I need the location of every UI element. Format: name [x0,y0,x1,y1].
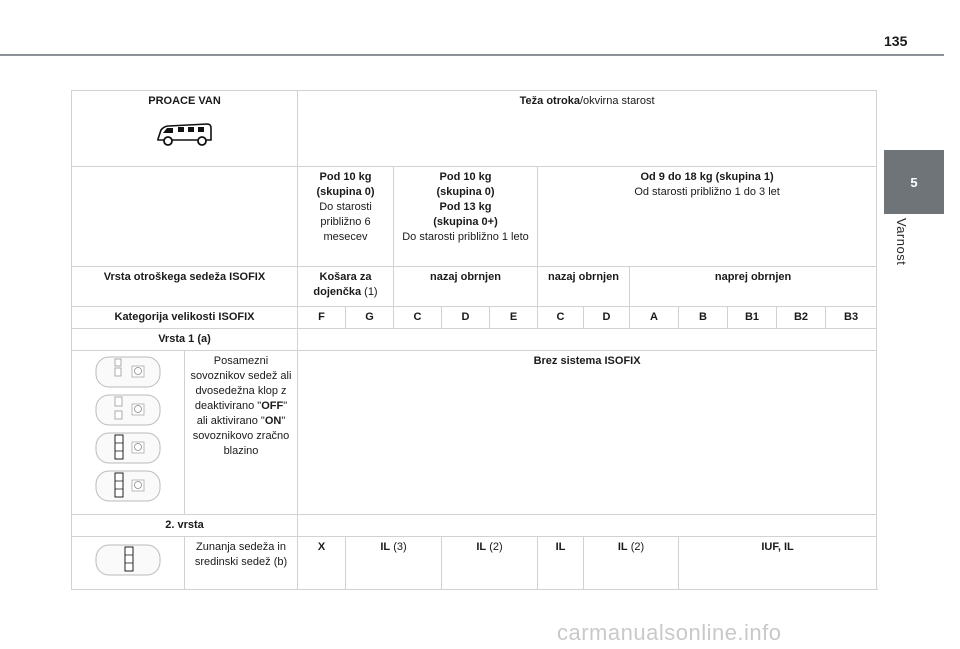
size-class-cell: D [442,307,490,329]
size-class-cell: B [679,307,728,329]
front-seat-isofix-alt-icon [95,470,161,502]
row1-desc-3: " sovoznikovo zračno blazino [192,415,290,457]
row1-desc-1: Posamezni sovoznikov sedež ali dvosedežna klop z deaktivirano " [190,355,292,412]
group-0plus-line4: (skupina 0+) [433,216,498,228]
row1-desc-2: " ali aktivirano " [196,400,288,427]
size-class-cell: B1 [728,307,777,329]
forward-facing: naprej obrnjen [630,267,877,307]
group-0plus-line1: Pod 10 kg [439,171,492,183]
chapter-title: Varnost [894,218,909,266]
groups-row [72,167,877,267]
seat-type-row [72,267,877,307]
row1-off-label: OFF [261,400,284,412]
row2-value-x: X [298,537,346,590]
watermark: carmanualsonline.info [557,620,782,645]
group-0plus-desc: Do starosti približno 1 leto [402,231,529,243]
row2-note-3: (3) [390,541,407,553]
row2-label-empty [298,515,877,537]
row2-note-2a: (2) [486,541,503,553]
front-seat-single-icon [95,356,161,388]
page-number: 135 [884,33,908,49]
carrycot-note: (1) [361,286,378,298]
size-class-row [72,307,877,329]
row2-value-il2b-cell [584,537,679,590]
group-0plus-cell [394,167,538,267]
carrycot-cell [298,267,394,307]
weight-header-rest: /okvirna starost [579,95,655,107]
weight-header-bold: Teža otroka [519,95,580,107]
row2-label-row [72,515,877,537]
row2-value-il2a: IL [476,541,487,553]
size-class-label: Kategorija velikosti ISOFIX [72,307,298,329]
group-0plus-line3: Pod 13 kg [439,201,492,213]
row1-on-label: ON [264,415,282,427]
size-class-cell: C [538,307,584,329]
size-class-cell: F [298,307,346,329]
row2-value-il2a-cell [442,537,538,590]
row1-label-row [72,329,877,351]
row2-value-il3: IL [380,541,391,553]
header-row [72,91,877,167]
row1-content-row [72,351,877,515]
group-0-line1: Pod 10 kg [319,171,372,183]
row1-desc-cell [185,351,298,515]
rear-facing-1: nazaj obrnjen [394,267,538,307]
row2-diagram-cell [72,537,185,590]
size-class-cell: A [630,307,679,329]
chapter-number: 5 [910,174,918,190]
size-class-cell: C [394,307,442,329]
size-class-cell: B3 [826,307,877,329]
second-row-seats-icon [95,544,161,576]
vehicle-label: PROACE VAN [148,95,221,107]
size-class-cell: D [584,307,630,329]
row2-value-il3-cell [346,537,442,590]
group-0-desc: Do starosti približno 6 mesecev [319,201,372,243]
row1-label: Vrsta 1 (a) [72,329,298,351]
header-divider [0,54,944,56]
size-class-cell: G [346,307,394,329]
seat-type-label: Vrsta otroškega sedeža ISOFIX [72,267,298,307]
size-class-cell: B2 [777,307,826,329]
chapter-tab[interactable] [884,150,944,214]
row1-diagram-cell [72,351,185,515]
row2-value-iuf: IUF, IL [679,537,877,590]
row2-content-row [72,537,877,590]
group-0-line2: (skupina 0) [316,186,375,198]
group-0-cell [298,167,394,267]
groups-empty-cell [72,167,298,267]
row2-desc: Zunanja sedeža in sredinski sedež (b) [185,537,298,590]
front-seat-bench-icon [95,394,161,426]
carrycot-label: Košara za dojenčka [313,271,372,298]
row1-label-empty [298,329,877,351]
group-0plus-line2: (skupina 0) [436,186,495,198]
front-seat-isofix-icon [95,432,161,464]
row2-value-il: IL [538,537,584,590]
row2-label: 2. vrsta [72,515,298,537]
row2-note-2b: (2) [627,541,645,553]
row2-value-il2b: IL [617,541,628,553]
vehicle-cell [72,91,298,167]
size-class-cell: E [490,307,538,329]
weight-header-cell [298,91,877,167]
van-icon [155,119,215,149]
isofix-table [71,90,877,590]
group-1-cell [538,167,877,267]
group-1-line1: Od 9 do 18 kg (skupina 1) [640,171,774,183]
rear-facing-2: nazaj obrnjen [538,267,630,307]
row1-value: Brez sistema ISOFIX [298,351,877,515]
group-1-desc: Od starosti približno 1 do 3 let [634,186,780,198]
